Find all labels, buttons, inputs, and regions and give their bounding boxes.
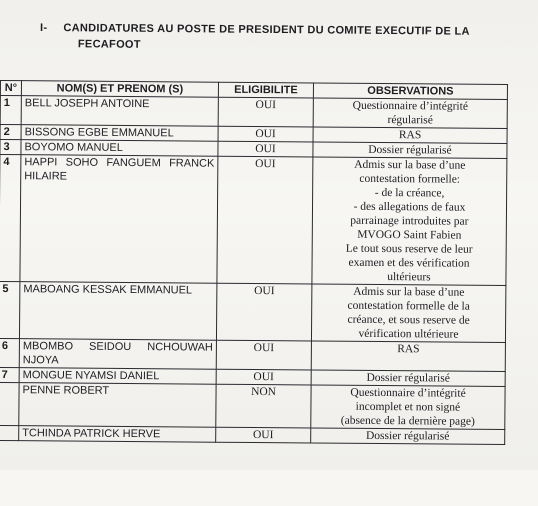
row-number: 2 — [0, 125, 21, 140]
row-number: 5 — [0, 281, 20, 338]
candidate-name: MABOANG KESSAK EMMANUEL — [19, 282, 216, 341]
table-row — [0, 96, 507, 129]
observation-line: Admis sur la base d’une — [353, 285, 465, 299]
header-name: NOM(S) ET PRENOM (S) — [21, 81, 218, 98]
candidate-name: TCHINDA PATRICK HERVE — [19, 426, 216, 443]
observation-cell — [311, 428, 505, 445]
candidates-table — [0, 80, 508, 445]
eligibility-value: OUI — [218, 126, 313, 142]
observation-line: Le tout sous reserve de leur — [345, 242, 473, 256]
observation-line: incomplet et non signé — [355, 400, 461, 414]
row-number: 1 — [0, 96, 21, 125]
observation-cell — [312, 157, 507, 286]
section-number: I- — [40, 21, 48, 35]
row-number: 7 — [0, 367, 19, 382]
observation-line: régularisé — [387, 114, 433, 127]
observation-line: contestation formelle de la — [347, 299, 470, 313]
row-number: 6 — [0, 338, 19, 367]
observation-line: créance, et sous reserve de — [347, 313, 470, 327]
table-row — [0, 155, 507, 286]
observation-line: ultérieurs — [387, 271, 431, 284]
candidate-name: MONGUE NYAMSI DANIEL — [19, 368, 216, 385]
eligibility-value: OUI — [216, 369, 311, 385]
observation-cell — [313, 98, 507, 129]
eligibility-value: OUI — [216, 427, 311, 443]
observation-line: MVOGO Saint Fabien — [357, 228, 462, 242]
observation-line: Dossier régularisé — [366, 371, 450, 385]
observation-line: vérification ultérieure — [358, 327, 459, 341]
table-body — [0, 96, 507, 445]
eligibility-value: OUI — [216, 340, 311, 370]
section-heading — [40, 20, 510, 56]
observation-cell — [311, 284, 505, 343]
table-row — [0, 281, 506, 342]
observation-line: Questionnaire d’intégrité — [352, 99, 468, 113]
observation-line: examen et des vérification — [348, 256, 470, 270]
row-number — [0, 382, 19, 425]
candidate-name: BELL JOSEPH ANTOINE — [21, 96, 218, 127]
row-number: 4 — [0, 155, 21, 282]
observation-line: Dossier régularisé — [368, 143, 452, 157]
observation-line: contestation formelle: — [359, 172, 461, 186]
candidate-name: BOYOMO MANUEL — [21, 140, 218, 157]
eligibility-value: OUI — [218, 97, 313, 127]
row-number — [0, 425, 19, 440]
candidate-name: BISSONG EGBE EMMANUEL — [21, 125, 218, 142]
observation-line: - des allegations de faux — [353, 200, 466, 214]
eligibility-value: OUI — [218, 141, 313, 157]
header-number: N° — [0, 81, 21, 96]
candidate-name: MBOMBO SEIDOU NCHOUWAH NJOYA — [19, 339, 216, 370]
section-title-line2: FECAFOOT — [77, 38, 141, 51]
observation-cell — [313, 127, 507, 144]
observation-cell — [311, 370, 505, 387]
table-row — [0, 338, 505, 371]
table-row — [0, 382, 505, 429]
observation-cell — [311, 341, 505, 372]
eligibility-value: OUI — [217, 156, 313, 284]
observation-line: Dossier régularisé — [365, 429, 450, 443]
observation-line: Questionnaire d’intégrité — [350, 386, 466, 400]
candidate-name: PENNE ROBERT — [19, 383, 216, 428]
observation-line: RAS — [397, 343, 420, 356]
section-title-line1: CANDIDATURES AU POSTE DE PRESIDENT DU COMITE EXECUTIF DE LA — [63, 22, 470, 38]
header-eligibility: ELIGIBILITE — [218, 82, 313, 98]
candidate-name: HAPPI SOHO FANGUEM FRANCK HILAIRE — [20, 155, 218, 284]
observation-line: parrainage introduites par — [350, 214, 469, 228]
observation-line: Admis sur la base d’une — [354, 158, 466, 172]
eligibility-value: NON — [216, 384, 311, 428]
observation-cell — [313, 142, 507, 159]
observation-line: (absence de la dernière page) — [340, 414, 475, 428]
observation-line: - de la créance, — [374, 186, 445, 200]
observation-line: RAS — [398, 129, 422, 142]
eligibility-value: OUI — [216, 283, 311, 341]
row-number: 3 — [0, 140, 21, 155]
observation-cell — [311, 385, 505, 430]
header-observations: OBSERVATIONS — [313, 83, 507, 100]
page-margin — [0, 470, 538, 506]
